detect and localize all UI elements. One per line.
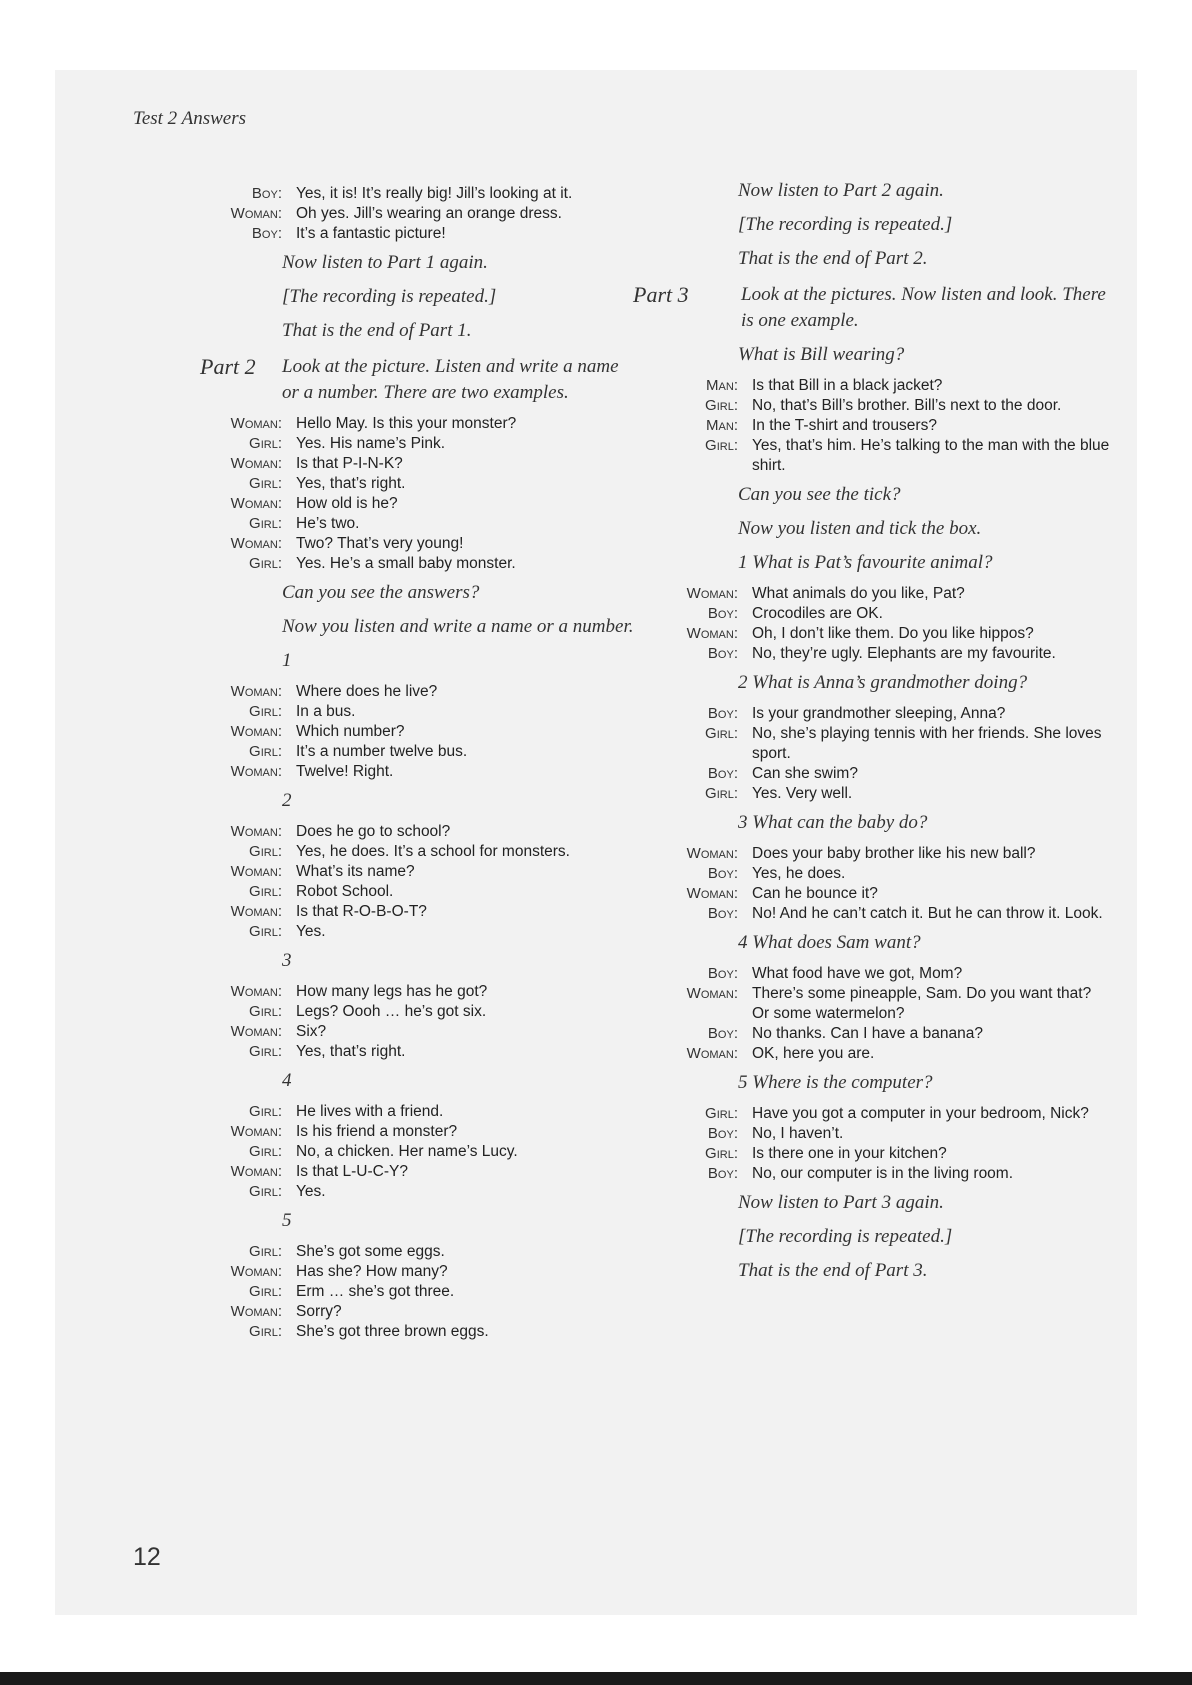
spoken-text: No, that’s Bill’s brother. Bill’s next to the door. [752,397,1062,414]
speaker-label: Girl: [249,1243,282,1260]
spoken-text: Sorry? [296,1303,342,1320]
dialog-line [200,1042,640,1062]
speaker-label: Girl: [705,437,738,454]
dialog-line [630,624,1110,644]
speaker-label: Girl: [249,475,282,492]
dialog-q1 [200,682,640,782]
speaker-label: Girl: [705,397,738,414]
speaker-label: Boy: [707,905,738,922]
speaker-label: Woman: [230,903,282,920]
speaker-label: Woman: [230,763,282,780]
speaker-label: Boy: [251,225,282,242]
instruction [630,246,1110,272]
instruction-text: [The recording is repeated.] [738,1226,953,1247]
spoken-text: OK, here you are. [752,1045,875,1062]
speaker-label: Girl: [705,1105,738,1122]
dialog-line [200,1282,640,1302]
question [630,670,1110,696]
dialog-q2 [200,822,640,942]
dialog-line [200,1142,640,1162]
dialog-line [200,1242,640,1262]
instruction [630,482,1110,508]
instruction-text: Can you see the answers? [282,582,480,603]
dialog-line [200,184,640,204]
speaker-label: Boy: [707,605,738,622]
spoken-text: Yes. His name’s Pink. [296,435,446,452]
spoken-text: Yes, he does. [752,865,846,882]
dialog-line [200,1302,640,1322]
speaker-label: Man: [706,417,738,434]
instruction-text: That is the end of Part 3. [738,1260,928,1281]
spoken-text: Can she swim? [752,765,858,782]
speaker-label: Boy: [707,865,738,882]
speaker-label: Girl: [249,1043,282,1060]
dialog-q5 [630,1104,1110,1184]
speaker-label: Boy: [707,1025,738,1042]
question-label: 3 [282,950,292,971]
speaker-label: Girl: [249,1183,282,1200]
dialog-line [200,554,640,574]
speaker-label: Woman: [230,1303,282,1320]
question [630,810,1110,836]
dialog-q5 [200,1242,640,1342]
dialog-line [630,436,1110,476]
dialog-line [200,722,640,742]
speaker-label: Woman: [230,823,282,840]
spoken-text: Robot School. [296,883,394,900]
dialog-line [200,1262,640,1282]
instruction [630,1190,1110,1216]
speaker-label: Boy: [707,1165,738,1182]
dialog-part1-end [200,184,640,244]
dialog-line [200,862,640,882]
spoken-text: In the T-shirt and trousers? [752,417,937,434]
question-number [200,1068,640,1094]
instruction [200,614,640,640]
dialog-line [200,842,640,862]
spoken-text: What’s its name? [296,863,415,880]
speaker-label: Woman: [230,863,282,880]
speaker-label: Man: [706,377,738,394]
question-label: 5 [282,1210,292,1231]
part-label: Part 2 [200,354,256,379]
question-label: 4 [282,1070,292,1091]
speaker-label: Woman: [686,885,738,902]
speaker-label: Woman: [230,455,282,472]
spoken-text: Is your grandmother sleeping, Anna? [752,705,1006,722]
speaker-label: Woman: [230,1163,282,1180]
dialog-line [200,982,640,1002]
instruction [630,516,1110,542]
spoken-text: Hello May. Is this your monster? [296,415,517,432]
speaker-label: Girl: [249,1323,282,1340]
dialog-line [630,1024,1110,1044]
dialog-line [630,584,1110,604]
instruction-text: Now listen to Part 1 again. [282,252,488,273]
bottom-bar [0,1672,1192,1685]
dialog-line [200,434,640,454]
dialog-line [200,902,640,922]
left-column [200,184,640,1342]
spoken-text: Yes, that’s right. [296,475,406,492]
question-label: 5 Where is the computer? [738,1072,933,1093]
dialog-part2-example [200,414,640,574]
instruction-text: [The recording is repeated.] [738,214,953,235]
dialog-line [630,396,1110,416]
part-heading [630,282,1110,334]
spoken-text: Is that L-U-C-Y? [296,1163,408,1180]
speaker-label: Woman: [230,1023,282,1040]
dialog-line [630,704,1110,724]
example-question [630,342,1110,368]
instruction [200,580,640,606]
speaker-label: Woman: [230,983,282,1000]
instruction [200,318,640,344]
dialog-line [200,414,640,434]
dialog-line [200,1122,640,1142]
speaker-label: Woman: [686,1045,738,1062]
dialog-line [630,864,1110,884]
spoken-text: No, a chicken. Her name’s Lucy. [296,1143,518,1160]
dialog-line [200,742,640,762]
spoken-text: Yes. Very well. [752,785,853,802]
spoken-text: Does your baby brother like his new ball? [752,845,1036,862]
spoken-text: Yes, that’s right. [296,1043,406,1060]
spoken-text: No, our computer is in the living room. [752,1165,1014,1182]
speaker-label: Woman: [230,205,282,222]
part-instruction: Look at the pictures. Now listen and look. There is one example. [741,284,1106,331]
dialog-line [630,764,1110,784]
spoken-text: How many legs has he got? [296,983,488,1000]
question [630,930,1110,956]
speaker-label: Girl: [705,1145,738,1162]
dialog-line [630,644,1110,664]
instruction [630,178,1110,204]
instruction-text: Now you listen and tick the box. [738,518,982,539]
dialog-line [630,784,1110,804]
speaker-label: Girl: [249,515,282,532]
part-instruction: Look at the picture. Listen and write a name or a number. There are two examples. [282,356,619,403]
question-label: 1 What is Pat’s favourite animal? [738,552,993,573]
dialog-line [630,724,1110,764]
part-label: Part 3 [633,282,689,307]
dialog-line [630,884,1110,904]
spoken-text: Erm … she’s got three. [296,1283,455,1300]
instruction-text: [The recording is repeated.] [282,286,497,307]
question-label: 4 What does Sam want? [738,932,921,953]
speaker-label: Woman: [230,1263,282,1280]
speaker-label: Girl: [249,1143,282,1160]
dialog-line [630,904,1110,924]
dialog-line [630,1104,1110,1124]
spoken-text: Have you got a computer in your bedroom, Nick? [752,1105,1089,1122]
spoken-text: No, she’s playing tennis with her friends. She loves sport. [752,725,1102,762]
speaker-label: Boy: [707,765,738,782]
spoken-text: Oh yes. Jill’s wearing an orange dress. [296,205,562,222]
speaker-label: Girl: [249,1003,282,1020]
spoken-text: Where does he live? [296,683,438,700]
dialog-line [200,1022,640,1042]
dialog-line [200,1182,640,1202]
spoken-text: Yes, he does. It’s a school for monsters. [296,843,570,860]
dialog-line [630,1124,1110,1144]
instruction-text: That is the end of Part 2. [738,248,928,269]
page-number: 12 [133,1543,161,1571]
speaker-label: Girl: [249,703,282,720]
dialog-line [200,1322,640,1342]
dialog-line [630,964,1110,984]
question-number [200,1208,640,1234]
spoken-text: It’s a number twelve bus. [296,743,468,760]
question-label: 2 [282,790,292,811]
dialog-line [200,514,640,534]
spoken-text: It’s a fantastic picture! [296,225,446,242]
speaker-label: Girl: [249,435,282,452]
speaker-label: Girl: [249,555,282,572]
spoken-text: Has she? How many? [296,1263,448,1280]
speaker-label: Girl: [705,725,738,742]
spoken-text: Is his friend a monster? [296,1123,458,1140]
dialog-q4 [200,1102,640,1202]
spoken-text: Six? [296,1023,327,1040]
right-column [630,178,1110,1292]
spoken-text: Twelve! Right. [296,763,394,780]
question-label: 2 What is Anna’s grandmother doing? [738,672,1028,693]
speaker-label: Woman: [230,1123,282,1140]
speaker-label: Woman: [230,723,282,740]
spoken-text: She’s got three brown eggs. [296,1323,489,1340]
instruction-text: What is Bill wearing? [738,344,905,365]
speaker-label: Girl: [249,1103,282,1120]
speaker-label: Woman: [686,845,738,862]
speaker-label: Woman: [686,985,738,1002]
spoken-text: Is that R-O-B-O-T? [296,903,427,920]
instruction [630,212,1110,238]
speaker-label: Girl: [249,923,282,940]
speaker-label: Boy: [707,705,738,722]
instruction [630,1224,1110,1250]
spoken-text: He lives with a friend. [296,1103,444,1120]
instruction-text: Can you see the tick? [738,484,901,505]
dialog-line [630,1144,1110,1164]
dialog-line [200,474,640,494]
dialog-line [200,922,640,942]
dialog-line [630,1044,1110,1064]
question-number [200,788,640,814]
spoken-text: Legs? Oooh … he’s got six. [296,1003,487,1020]
speaker-label: Woman: [230,683,282,700]
spoken-text: Is there one in your kitchen? [752,1145,947,1162]
spoken-text: No, they’re ugly. Elephants are my favourite. [752,645,1056,662]
spoken-text: Is that Bill in a black jacket? [752,377,943,394]
instruction-text: That is the end of Part 1. [282,320,472,341]
spoken-text: Yes, it is! It’s really big! Jill’s looking at it. [296,185,573,202]
question-number [200,648,640,674]
spoken-text: Yes. [296,923,326,940]
speaker-label: Girl: [249,843,282,860]
spoken-text: Crocodiles are OK. [752,605,883,622]
dialog-q2 [630,704,1110,804]
speaker-label: Girl: [705,785,738,802]
dialog-line [200,204,640,224]
dialog-line [200,1102,640,1122]
spoken-text: Does he go to school? [296,823,451,840]
question-number [200,948,640,974]
dialog-q3 [630,844,1110,924]
question-label: 1 [282,650,292,671]
speaker-label: Woman: [230,535,282,552]
question [630,550,1110,576]
spoken-text: How old is he? [296,495,398,512]
speaker-label: Girl: [249,1283,282,1300]
dialog-line [630,844,1110,864]
speaker-label: Boy: [707,965,738,982]
dialog-line [200,882,640,902]
dialog-line [630,604,1110,624]
dialog-q1 [630,584,1110,664]
instruction [630,1258,1110,1284]
dialog-line [200,224,640,244]
question [630,1070,1110,1096]
speaker-label: Woman: [686,625,738,642]
speaker-label: Woman: [230,495,282,512]
spoken-text: Which number? [296,723,405,740]
instruction [200,250,640,276]
spoken-text: Is that P-I-N-K? [296,455,403,472]
instruction [200,284,640,310]
dialog-line [630,984,1110,1024]
dialog-line [630,376,1110,396]
dialog-line [200,534,640,554]
speaker-label: Girl: [249,743,282,760]
part-heading [200,354,640,406]
spoken-text: No, I haven’t. [752,1125,844,1142]
instruction-text: Now listen to Part 2 again. [738,180,944,201]
dialog-q4 [630,964,1110,1064]
spoken-text: He’s two. [296,515,360,532]
spoken-text: Two? That’s very young! [296,535,464,552]
question-label: 3 What can the baby do? [738,812,928,833]
spoken-text: Can he bounce it? [752,885,878,902]
spoken-text: She’s got some eggs. [296,1243,445,1260]
dialog-q3 [200,982,640,1062]
dialog-line [200,1162,640,1182]
dialog-line [200,1002,640,1022]
spoken-text: What animals do you like, Pat? [752,585,965,602]
spoken-text: There’s some pineapple, Sam. Do you want that? Or some watermelon? [752,985,1092,1022]
spoken-text: Oh, I don’t like them. Do you like hippos? [752,625,1034,642]
spoken-text: Yes, that’s him. He’s talking to the man with the blue shirt. [752,437,1110,474]
speaker-label: Woman: [230,415,282,432]
dialog-line [200,682,640,702]
dialog-line [200,762,640,782]
speaker-label: Boy: [707,645,738,662]
dialog-line [200,702,640,722]
dialog-line [200,822,640,842]
speaker-label: Boy: [251,185,282,202]
spoken-text: What food have we got, Mom? [752,965,963,982]
speaker-label: Girl: [249,883,282,900]
instruction-text: Now you listen and write a name or a number. [282,616,634,637]
running-head: Test 2 Answers [133,108,246,129]
dialog-line [200,454,640,474]
spoken-text: No! And he can’t catch it. But he can throw it. Look. [752,905,1103,922]
spoken-text: No thanks. Can I have a banana? [752,1025,983,1042]
spoken-text: Yes. He’s a small baby monster. [296,555,516,572]
dialog-part3-example [630,376,1110,476]
instruction-text: Now listen to Part 3 again. [738,1192,944,1213]
speaker-label: Boy: [707,1125,738,1142]
speaker-label: Woman: [686,585,738,602]
spoken-text: Yes. [296,1183,326,1200]
dialog-line [630,1164,1110,1184]
spoken-text: In a bus. [296,703,356,720]
dialog-line [630,416,1110,436]
dialog-line [200,494,640,514]
